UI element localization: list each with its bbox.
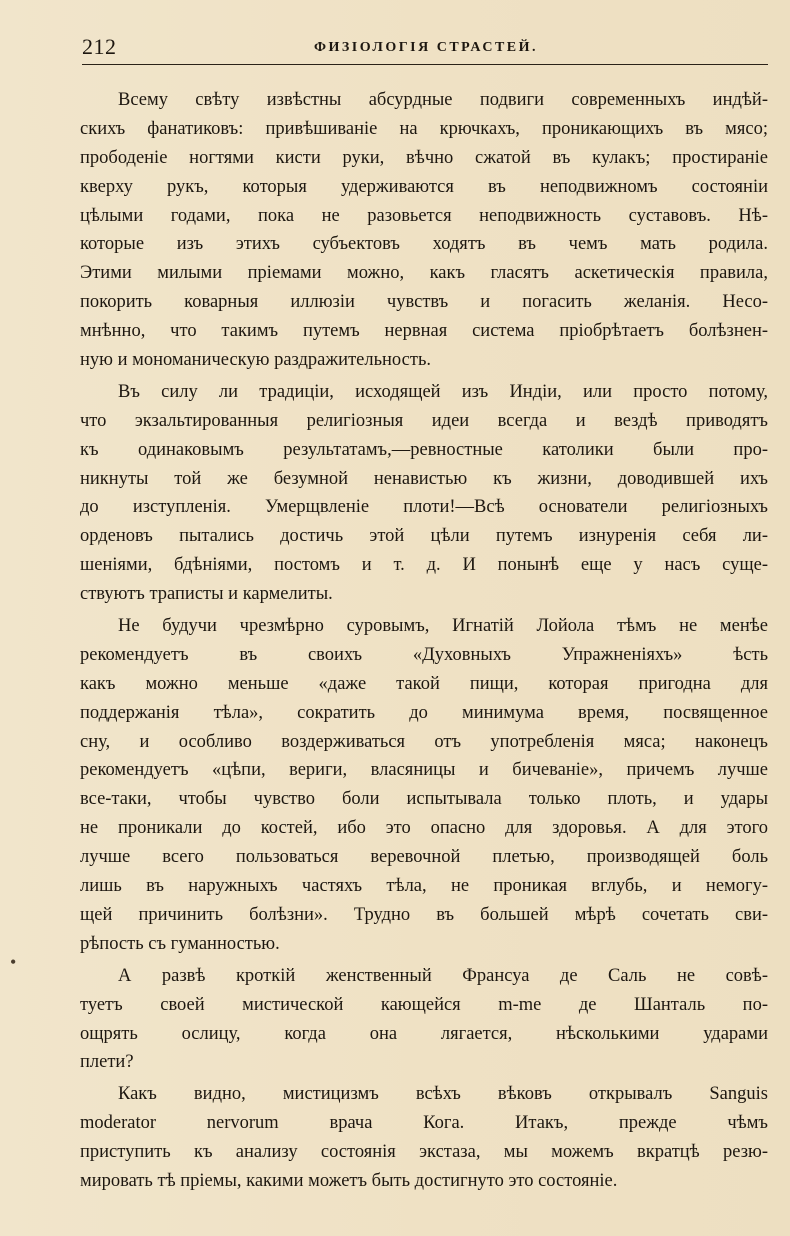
text-line: не проникали до костей, ибо это опасно для здоровья. А для этого: [80, 818, 768, 839]
text-line: что экзальтированныя религіозныя идеи всегда и вездѣ приводятъ: [80, 410, 768, 431]
text-line: поддержанія тѣла», сократить до минимума время, посвященное: [80, 702, 768, 723]
text-line: никнуты той же безумной ненавистью къ жизни, доводившей ихъ: [80, 468, 768, 489]
text-line: рекомендуетъ «цѣпи, вериги, власяницы и бичеваніе», причемъ лучше: [80, 760, 768, 781]
text-line: ощрять ослицу, когда она лягается, нѣсколькими ударами: [80, 1023, 768, 1044]
text-line: къ одинаковымъ результатамъ,—ревностные католики были про-: [80, 439, 768, 460]
page-header: [82, 34, 770, 66]
paragraph: [80, 86, 768, 375]
text-line: которые изъ этихъ субъектовъ ходятъ въ чемъ мать родила.: [80, 234, 768, 255]
page-number: 212: [82, 34, 117, 59]
text-line: Этими милыми пріемами можно, какъ гласятъ аскетическія правила,: [80, 263, 768, 284]
text-line: кверху рукъ, которыя удерживаются въ неподвижномъ состояніи: [80, 176, 768, 197]
text-line: покорить коварныя иллюзіи чувствъ и погасить желанія. Несо-: [80, 292, 768, 313]
paragraph: [80, 962, 768, 1078]
text-line: какъ можно меньше «даже такой пищи, которая пригодна для: [80, 673, 768, 694]
text-line: рѣпость съ гуманностью.: [80, 933, 280, 954]
header-rule: [82, 64, 768, 65]
text-line: все-таки, чтобы чувство боли испытывала только плоть, и удары: [80, 789, 768, 810]
margin-mark: •: [10, 952, 17, 972]
text-line: цѣлыми годами, пока не разовьется неподвижность суставовъ. Нѣ-: [80, 205, 768, 226]
text-line: А развѣ кроткій женственный Франсуа де Саль не совѣ-: [118, 965, 768, 986]
paragraph: [80, 1080, 768, 1196]
text-line: до изступленія. Умерщвленіе плоти!—Всѣ основатели религіозныхъ: [80, 497, 768, 518]
text-line: мнѣнно, что такимъ путемъ нервная система пріобрѣтаетъ болѣзнен-: [80, 321, 768, 342]
text-line: лучше всего пользоваться веревочной плетью, производящей боль: [80, 847, 768, 868]
text-line: скихъ фанатиковъ: привѣшиваніе на крючкахъ, проникающихъ въ мясо;: [80, 118, 768, 139]
text-line: сну, и особливо воздерживаться отъ употребленія мяса; наконецъ: [80, 731, 768, 752]
text-line: Всему свѣту извѣстны абсурдные подвиги современныхъ индѣй-: [118, 90, 768, 110]
text-line: мировать тѣ пріемы, какими можетъ быть достигнуто это состояніе.: [80, 1170, 618, 1191]
paragraph: [80, 378, 768, 609]
text-line: шеніями, бдѣніями, постомъ и т. д. И понынѣ еще у насъ суще-: [80, 555, 768, 576]
text-line: рекомендуетъ въ своихъ «Духовныхъ Упражненіяхъ» ѣсть: [80, 644, 768, 665]
text-line: ствуютъ траписты и кармелиты.: [80, 584, 333, 605]
text-line: орденовъ пытались достичь этой цѣли путемъ изнуренія себя ли-: [80, 526, 768, 547]
text-line: Какъ видно, мистицизмъ всѣхъ вѣковъ открывалъ Sanguis: [118, 1084, 768, 1105]
text-line: ную и мономаническую раздражительность.: [80, 350, 432, 371]
body-text: [80, 86, 768, 1196]
text-line: лишь въ наружныхъ частяхъ тѣла, не проникая вглубь, и немогу-: [80, 876, 768, 897]
text-line: щей причинить болѣзни». Трудно въ большей мѣрѣ сочетать сви-: [80, 904, 768, 925]
text-line: плети?: [80, 1052, 134, 1073]
text-line: прободеніе ногтями кисти руки, вѣчно сжатой въ кулакъ; простираніе: [80, 147, 768, 168]
text-line: Въ силу ли традиціи, исходящей изъ Индіи, или просто потому,: [118, 381, 768, 402]
text-line: туетъ своей мистической кающейся m-me де Шанталь по-: [80, 994, 768, 1015]
text-line: moderator nervorum врача Кога. Итакъ, прежде чѣмъ: [80, 1113, 768, 1134]
text-line: приступить къ анализу состоянія экстаза, мы можемъ вкратцѣ резю-: [80, 1142, 768, 1163]
paragraph: [80, 612, 768, 959]
text-line: Не будучи чрезмѣрно суровымъ, Игнатій Лойола тѣмъ не менѣе: [118, 616, 768, 637]
running-title: ФИЗІОЛОГІЯ СТРАСТЕЙ.: [313, 40, 539, 55]
